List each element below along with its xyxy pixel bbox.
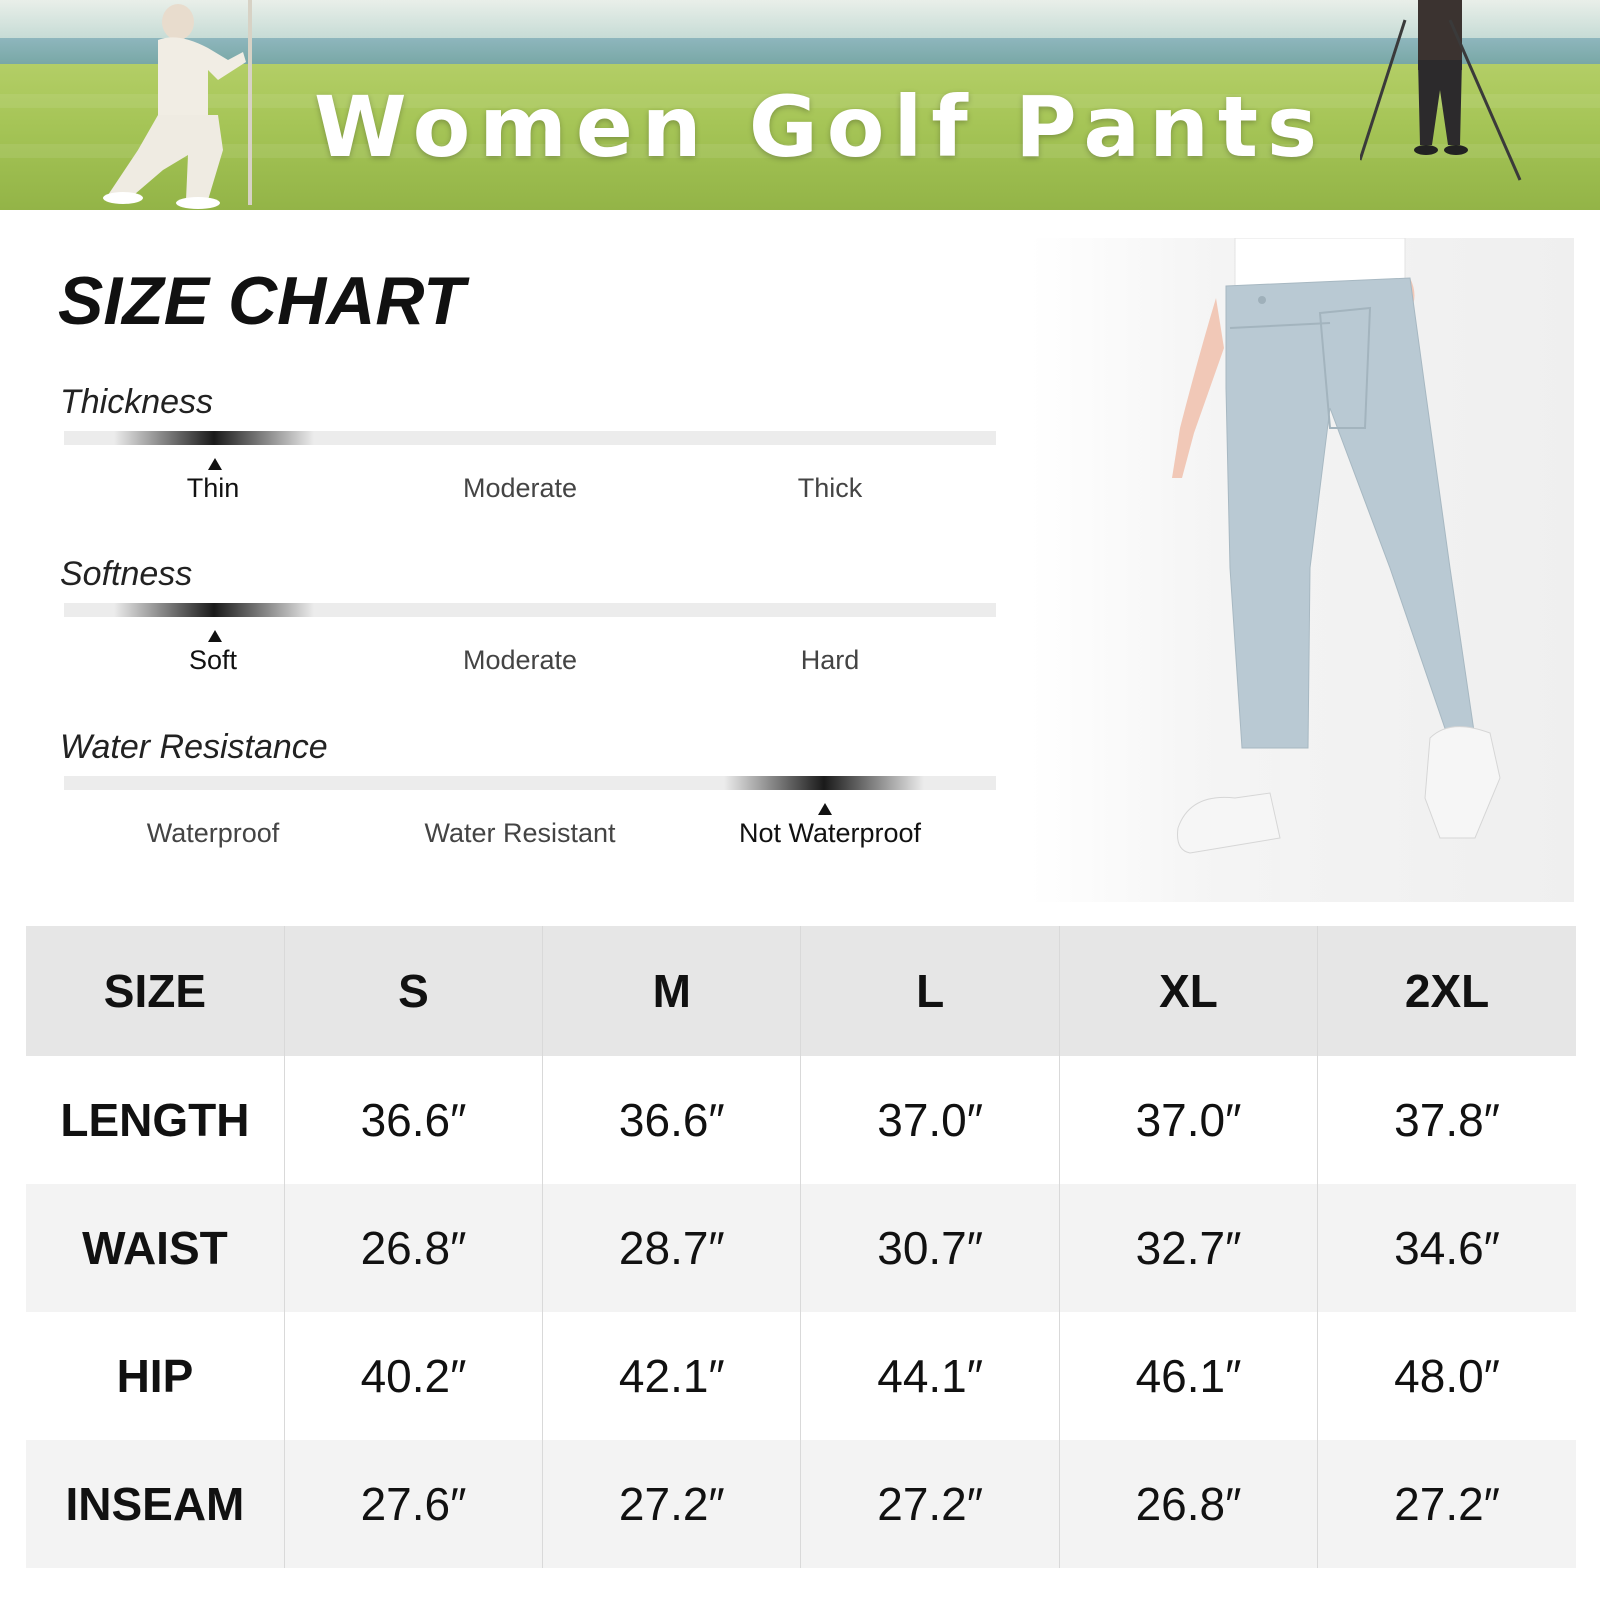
scale-track	[64, 603, 996, 617]
table-cell: 27.2″	[801, 1440, 1059, 1568]
table-cell: 32.7″	[1059, 1184, 1317, 1312]
scale-option-soft: Soft	[188, 645, 238, 675]
table-cell: 26.8″	[1059, 1440, 1317, 1568]
scale-highlight	[114, 431, 314, 445]
table-cell: 37.0″	[801, 1056, 1059, 1184]
scale-option-not-waterproof: Not Waterproof	[738, 818, 922, 848]
table-row-length	[26, 1056, 1576, 1184]
scale-track	[64, 776, 996, 790]
table-cell: 48.0″	[1318, 1312, 1576, 1440]
product-photo	[1030, 238, 1574, 902]
selected-pointer-icon	[208, 458, 222, 470]
banner-title: Women Golf Pants	[313, 78, 1327, 176]
table-cell: 46.1″	[1059, 1312, 1317, 1440]
row-label-waist: WAIST	[26, 1184, 284, 1312]
size-table	[26, 926, 1576, 1568]
scale-highlight	[114, 603, 314, 617]
column-header-size: SIZE	[26, 926, 284, 1056]
scale-option-water-resistant: Water Resistant	[424, 818, 616, 848]
scale-option-hard: Hard	[800, 645, 860, 675]
table-row-hip	[26, 1312, 1576, 1440]
column-header-m: M	[543, 926, 801, 1056]
row-label-hip: HIP	[26, 1312, 284, 1440]
table-cell: 34.6″	[1318, 1184, 1576, 1312]
table-cell: 36.6″	[543, 1056, 801, 1184]
table-cell: 26.8″	[284, 1184, 542, 1312]
scale-option-waterproof: Waterproof	[146, 818, 280, 848]
column-header-xl: XL	[1059, 926, 1317, 1056]
scale-option-thin: Thin	[186, 473, 240, 503]
selected-pointer-icon	[208, 630, 222, 642]
table-row-inseam	[26, 1440, 1576, 1568]
table-row-waist	[26, 1184, 1576, 1312]
scale-option-moderate: Moderate	[462, 645, 578, 675]
selected-pointer-icon	[818, 803, 832, 815]
table-header-row	[26, 926, 1576, 1056]
scale-label: Softness	[60, 555, 193, 593]
column-header-2xl: 2XL	[1318, 926, 1576, 1056]
scale-option-moderate: Moderate	[462, 473, 578, 503]
row-label-inseam: INSEAM	[26, 1440, 284, 1568]
table-cell: 37.0″	[1059, 1056, 1317, 1184]
row-label-length: LENGTH	[26, 1056, 284, 1184]
column-header-l: L	[801, 926, 1059, 1056]
table-cell: 27.6″	[284, 1440, 542, 1568]
table-cell: 36.6″	[284, 1056, 542, 1184]
table-cell: 42.1″	[543, 1312, 801, 1440]
table-cell: 30.7″	[801, 1184, 1059, 1312]
size-chart-title: SIZE CHART	[58, 263, 465, 339]
scale-highlight	[724, 776, 924, 790]
table-cell: 40.2″	[284, 1312, 542, 1440]
table-cell: 27.2″	[543, 1440, 801, 1568]
table-cell: 28.7″	[543, 1184, 801, 1312]
table-cell: 27.2″	[1318, 1440, 1576, 1568]
banner	[0, 0, 1600, 210]
table-cell: 37.8″	[1318, 1056, 1576, 1184]
golf-pants-model-illustration	[1030, 238, 1574, 902]
scale-option-thick: Thick	[797, 473, 863, 503]
column-header-s: S	[284, 926, 542, 1056]
scale-label: Water Resistance	[60, 728, 328, 766]
scale-label: Thickness	[60, 383, 214, 421]
table-cell: 44.1″	[801, 1312, 1059, 1440]
scale-track	[64, 431, 996, 445]
